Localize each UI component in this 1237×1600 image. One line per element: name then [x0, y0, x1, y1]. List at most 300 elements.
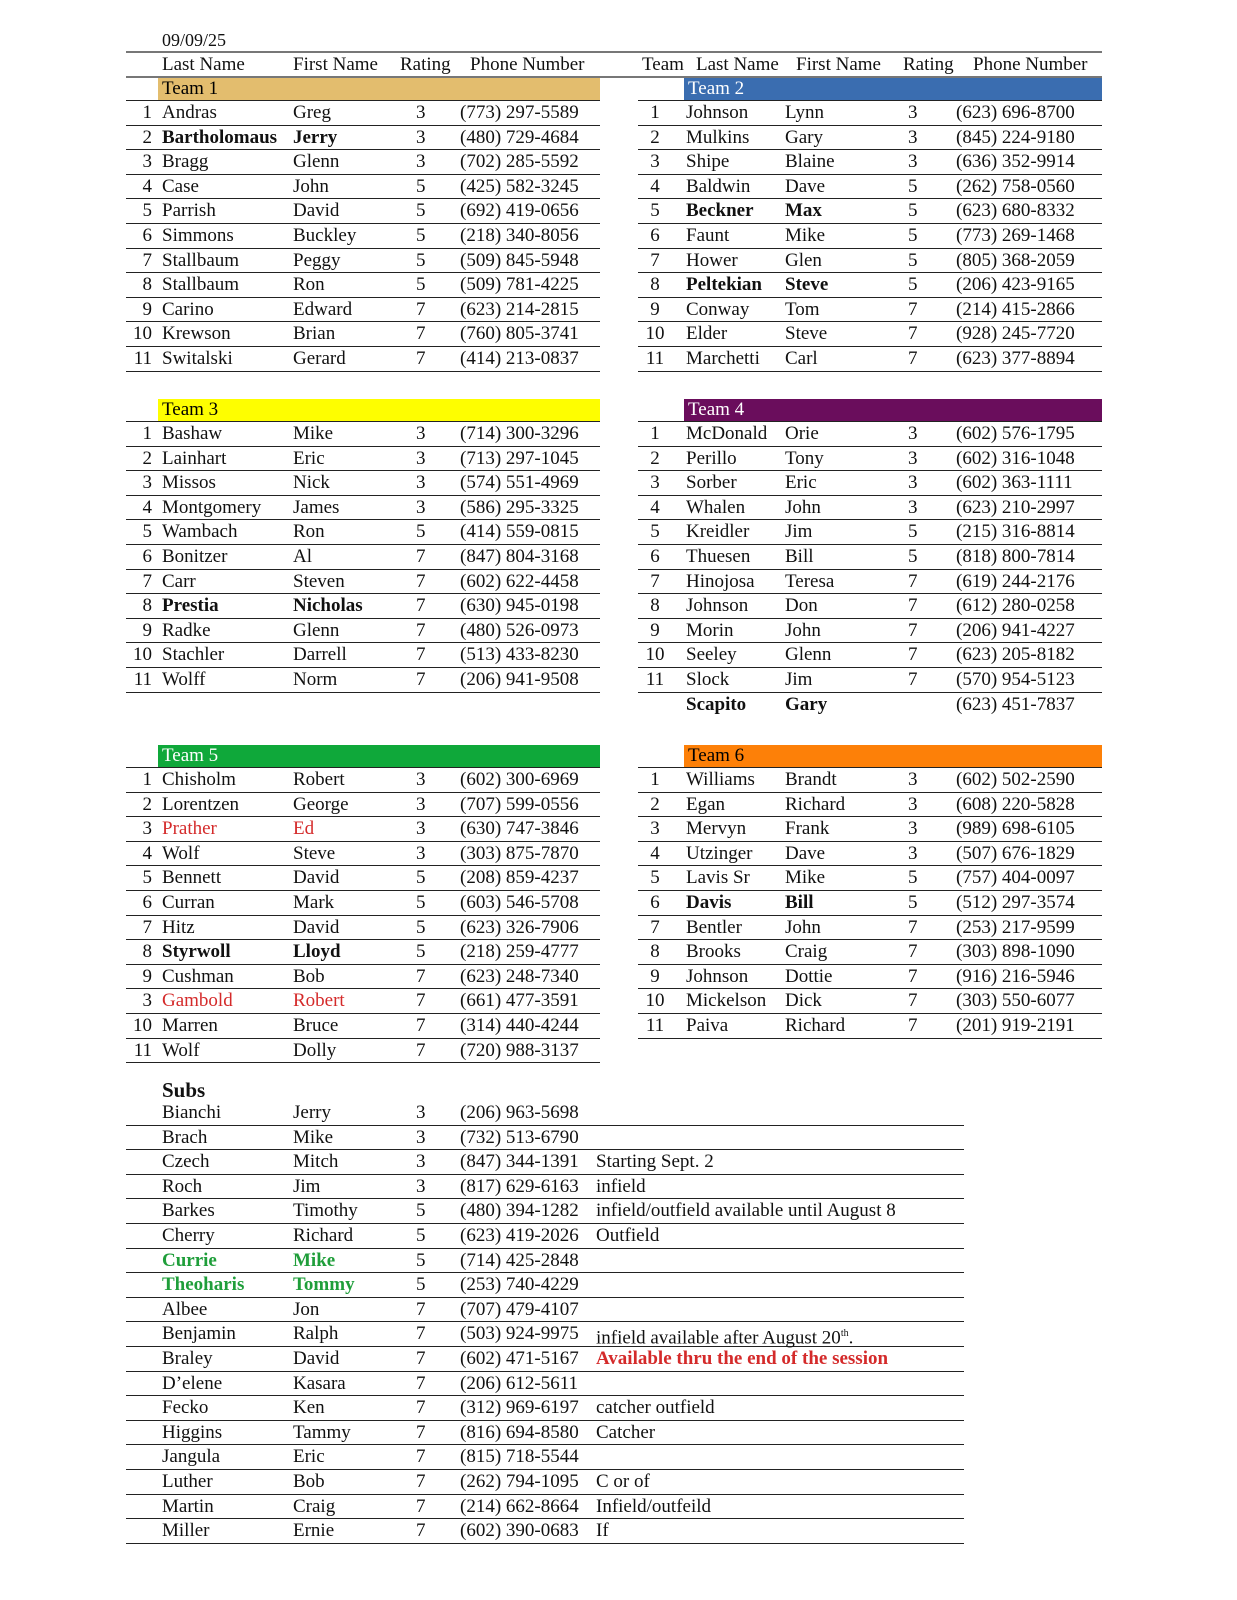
player-first-name: David — [293, 916, 340, 938]
sub-last-name: Martin — [162, 1495, 214, 1517]
player-rating: 3 — [908, 447, 918, 469]
sub-note — [596, 1471, 650, 1493]
player-first-name: Steven — [293, 570, 345, 592]
player-row — [638, 891, 1102, 916]
player-phone: (713) 297-1045 — [460, 447, 579, 469]
player-number: 11 — [133, 668, 152, 690]
sub-note — [596, 1176, 646, 1198]
player-row — [126, 273, 600, 298]
player-row — [638, 298, 1102, 323]
player-number: 8 — [142, 941, 152, 963]
player-row — [126, 447, 600, 472]
player-last-name: Wolff — [162, 668, 206, 690]
player-row — [126, 940, 600, 965]
player-row — [638, 842, 1102, 867]
player-rating: 7 — [908, 990, 918, 1012]
player-rating: 7 — [416, 595, 426, 617]
team-name: Team 5 — [162, 745, 219, 766]
team-header — [126, 78, 600, 101]
subs-table — [126, 1101, 964, 1544]
player-first-name: Lloyd — [293, 941, 341, 963]
player-last-name: Marren — [162, 1014, 218, 1036]
player-phone: (707) 599-0556 — [460, 793, 579, 815]
player-row — [638, 471, 1102, 496]
player-phone: (805) 368-2059 — [956, 249, 1075, 271]
sub-note-text: Catcher — [596, 1421, 656, 1443]
player-number: 6 — [650, 891, 660, 913]
player-phone: (513) 433-8230 — [460, 644, 579, 666]
player-phone: (692) 419-0656 — [460, 200, 579, 222]
player-number: 2 — [650, 447, 660, 469]
player-last-name: Johnson — [686, 102, 749, 123]
player-last-name: Bartholomaus — [162, 126, 278, 148]
sub-first-name: Tammy — [293, 1421, 351, 1443]
player-phone: (208) 859-4237 — [460, 867, 579, 889]
sub-row — [126, 1175, 964, 1200]
player-rating: 7 — [416, 990, 426, 1012]
sub-rating: 5 — [416, 1249, 426, 1271]
player-row — [126, 224, 600, 249]
player-number: 10 — [133, 1014, 152, 1036]
player-first-name: Mike — [785, 224, 826, 246]
sub-row — [126, 1421, 964, 1446]
player-row — [126, 496, 600, 521]
player-rating: 3 — [416, 472, 426, 494]
player-first-name: Brandt — [785, 769, 837, 790]
player-first-name: Robert — [293, 769, 345, 790]
player-last-name: Lainhart — [162, 447, 227, 469]
player-number: 9 — [650, 298, 660, 320]
sub-phone: (206) 963-5698 — [460, 1102, 579, 1123]
player-row — [126, 471, 600, 496]
player-phone: (574) 551-4969 — [460, 472, 579, 494]
player-last-name: Stachler — [162, 644, 225, 666]
player-last-name: Bonitzer — [162, 545, 228, 567]
player-number: 11 — [133, 347, 152, 369]
sub-note-text: infield — [596, 1175, 646, 1197]
player-first-name: Eric — [293, 447, 325, 469]
player-number: 5 — [142, 521, 152, 543]
player-phone: (414) 559-0815 — [460, 521, 579, 543]
player-phone: (570) 954-5123 — [956, 668, 1075, 690]
player-rating: 5 — [908, 175, 918, 197]
player-rating: 7 — [416, 323, 426, 345]
player-row — [638, 224, 1102, 249]
player-rating: 5 — [416, 521, 426, 543]
player-phone: (425) 582-3245 — [460, 175, 579, 197]
player-first-name: Frank — [785, 818, 830, 840]
player-row — [126, 989, 600, 1014]
player-phone: (214) 415-2866 — [956, 298, 1075, 320]
player-phone: (509) 781-4225 — [460, 274, 579, 296]
sub-note-text: infield available after August 20 — [596, 1327, 841, 1349]
player-phone: (480) 526-0973 — [460, 619, 579, 641]
team-color-bar — [684, 78, 1102, 100]
sub-row — [126, 1372, 964, 1397]
header-first-name: First Name — [796, 54, 881, 75]
player-first-name: Jerry — [293, 126, 338, 148]
player-row — [638, 422, 1102, 447]
player-first-name: Gerard — [293, 347, 346, 369]
player-last-name: Elder — [686, 323, 728, 345]
sub-note — [596, 1151, 714, 1173]
player-rating: 7 — [908, 619, 918, 641]
player-number: 2 — [142, 447, 152, 469]
player-rating: 3 — [908, 126, 918, 148]
player-first-name: Orie — [785, 423, 819, 444]
player-number: 4 — [650, 496, 660, 518]
player-last-name: Peltekian — [686, 274, 762, 296]
sub-rating: 7 — [416, 1421, 426, 1443]
player-first-name: Bob — [293, 965, 325, 987]
sub-rating: 7 — [416, 1323, 426, 1345]
player-rating: 3 — [908, 793, 918, 815]
player-rating: 3 — [416, 102, 426, 123]
player-row — [126, 199, 600, 224]
sub-first-name: Eric — [293, 1446, 325, 1468]
player-first-name: Greg — [293, 102, 331, 123]
player-rating: 7 — [908, 347, 918, 369]
player-phone: (507) 676-1829 — [956, 842, 1075, 864]
player-row — [638, 1014, 1102, 1039]
player-last-name: McDonald — [686, 423, 768, 444]
player-phone: (608) 220-5828 — [956, 793, 1075, 815]
player-rating: 7 — [416, 965, 426, 987]
player-row — [126, 298, 600, 323]
sub-first-name: Ernie — [293, 1520, 335, 1542]
player-last-name: Utzinger — [686, 842, 753, 864]
team-header — [126, 745, 600, 768]
player-last-name: Carr — [162, 570, 196, 592]
sub-note-text: Outfield — [596, 1224, 660, 1246]
player-row — [638, 965, 1102, 990]
player-phone: (314) 440-4244 — [460, 1014, 579, 1036]
player-phone: (602) 576-1795 — [956, 423, 1075, 444]
player-number: 6 — [142, 545, 152, 567]
sub-rating: 7 — [416, 1298, 426, 1320]
player-rating: 3 — [416, 151, 426, 173]
player-phone: (602) 622-4458 — [460, 570, 579, 592]
sub-phone: (815) 718-5544 — [460, 1446, 579, 1468]
player-number: 6 — [142, 891, 152, 913]
player-rating: 5 — [908, 545, 918, 567]
player-number: 1 — [142, 423, 152, 444]
player-rating: 3 — [908, 818, 918, 840]
sub-last-name: Cherry — [162, 1224, 215, 1246]
player-last-name: Cushman — [162, 965, 234, 987]
sub-first-name: Jim — [293, 1175, 321, 1197]
player-phone: (623) 210-2997 — [956, 496, 1075, 518]
player-last-name: Kreidler — [686, 521, 750, 543]
team-name: Team 6 — [688, 745, 745, 766]
player-row — [126, 1039, 600, 1064]
player-number: 4 — [142, 175, 152, 197]
player-number: 11 — [645, 347, 665, 369]
player-phone: (916) 216-5946 — [956, 965, 1075, 987]
player-number: 3 — [142, 990, 152, 1012]
player-phone: (989) 698-6105 — [956, 818, 1075, 840]
player-last-name: Missos — [162, 472, 216, 494]
sub-last-name: Benjamin — [162, 1323, 236, 1345]
sub-note — [596, 1496, 711, 1518]
player-row — [126, 842, 600, 867]
player-number: 8 — [650, 274, 660, 296]
player-number: 11 — [645, 668, 665, 690]
player-row — [126, 619, 600, 644]
player-first-name: Don — [785, 595, 818, 617]
player-last-name: Lorentzen — [162, 793, 240, 815]
player-last-name: Mervyn — [686, 818, 747, 840]
player-rating: 5 — [416, 891, 426, 913]
player-rating: 7 — [416, 644, 426, 666]
player-rating: 3 — [416, 126, 426, 148]
player-rating: 7 — [416, 347, 426, 369]
sub-last-name: Bianchi — [162, 1102, 222, 1123]
player-row — [126, 126, 600, 151]
player-rating: 7 — [908, 595, 918, 617]
player-rating: 7 — [908, 965, 918, 987]
player-last-name: Prather — [162, 818, 217, 840]
header-rating: Rating — [903, 54, 954, 75]
player-phone: (206) 941-4227 — [956, 619, 1075, 641]
sub-rating: 3 — [416, 1151, 426, 1173]
player-row — [126, 175, 600, 200]
player-number: 9 — [142, 965, 152, 987]
player-row — [638, 347, 1102, 372]
player-first-name: Steve — [785, 274, 829, 296]
player-first-name: Mark — [293, 891, 335, 913]
player-row — [126, 817, 600, 842]
player-first-name: Bruce — [293, 1014, 339, 1036]
player-rating: 3 — [908, 496, 918, 518]
team-4-block — [638, 399, 1102, 717]
player-last-name: Carino — [162, 298, 214, 320]
player-last-name: Parrish — [162, 200, 216, 222]
player-rating: 3 — [416, 842, 426, 864]
sub-first-name: Richard — [293, 1224, 354, 1246]
sub-rating: 5 — [416, 1200, 426, 1222]
player-phone: (714) 300-3296 — [460, 423, 579, 444]
player-first-name: Jim — [785, 668, 813, 690]
player-number: 3 — [650, 472, 660, 494]
player-number: 8 — [650, 595, 660, 617]
player-row — [126, 545, 600, 570]
player-last-name: Williams — [686, 769, 755, 790]
player-row — [638, 496, 1102, 521]
player-first-name: John — [785, 496, 821, 518]
player-first-name: Ed — [293, 818, 315, 840]
player-phone: (602) 316-1048 — [956, 447, 1075, 469]
player-first-name: Dolly — [293, 1039, 337, 1061]
sub-first-name: Kasara — [293, 1372, 346, 1394]
player-phone: (773) 269-1468 — [956, 224, 1075, 246]
sub-phone: (206) 612-5611 — [460, 1372, 579, 1394]
player-rating: 5 — [416, 224, 426, 246]
player-last-name: Conway — [686, 298, 750, 320]
player-row — [638, 520, 1102, 545]
player-number: 5 — [142, 200, 152, 222]
player-rating: 5 — [908, 891, 918, 913]
player-row — [638, 322, 1102, 347]
sub-phone: (602) 471-5167 — [460, 1347, 579, 1369]
player-phone: (206) 423-9165 — [956, 274, 1075, 296]
sub-last-name: Higgins — [162, 1421, 223, 1443]
player-rating: 5 — [416, 274, 426, 296]
player-last-name: Hitz — [162, 916, 195, 938]
player-row — [638, 150, 1102, 175]
player-first-name: David — [293, 200, 340, 222]
sub-note-text: Available thru the end of the session — [596, 1347, 889, 1369]
player-phone: (630) 747-3846 — [460, 818, 579, 840]
player-phone: (303) 875-7870 — [460, 842, 579, 864]
player-first-name: Dave — [785, 842, 826, 864]
player-first-name: Mike — [293, 423, 334, 444]
player-first-name: Richard — [785, 793, 846, 815]
player-last-name: Montgomery — [162, 496, 262, 518]
player-rating: 7 — [416, 545, 426, 567]
player-number: 6 — [142, 224, 152, 246]
player-number: 7 — [142, 570, 152, 592]
player-first-name: Glen — [785, 249, 822, 271]
sub-note-text: catcher outfield — [596, 1397, 715, 1419]
player-number: 4 — [650, 842, 660, 864]
team-header — [638, 399, 1102, 422]
sub-rating: 3 — [416, 1126, 426, 1148]
player-number: 4 — [142, 842, 152, 864]
player-number: 9 — [142, 619, 152, 641]
sub-note-text: Starting Sept. 2 — [596, 1151, 714, 1173]
player-last-name: Johnson — [686, 595, 749, 617]
player-first-name: Mike — [785, 867, 826, 889]
player-last-name: Mickelson — [686, 990, 767, 1012]
header-phone: Phone Number — [973, 54, 1088, 75]
player-rating: 7 — [908, 916, 918, 938]
header-rating: Rating — [400, 54, 451, 75]
sub-rating: 7 — [416, 1495, 426, 1517]
player-last-name: Curran — [162, 891, 215, 913]
player-row — [638, 447, 1102, 472]
header-team: Team — [642, 54, 684, 75]
sub-note — [596, 1520, 609, 1542]
header-last-name: Last Name — [162, 54, 245, 75]
player-row — [638, 643, 1102, 668]
sub-row — [126, 1224, 964, 1249]
sub-first-name: Ken — [293, 1397, 325, 1419]
player-phone: (509) 845-5948 — [460, 249, 579, 271]
player-rating: 5 — [908, 200, 918, 222]
player-last-name: Marchetti — [686, 347, 760, 369]
player-row — [638, 668, 1102, 693]
player-phone: (845) 224-9180 — [956, 126, 1075, 148]
player-number: 4 — [142, 496, 152, 518]
player-first-name: David — [293, 867, 340, 889]
player-row — [126, 668, 600, 693]
sub-phone: (817) 629-6163 — [460, 1175, 579, 1197]
player-row — [126, 866, 600, 891]
player-number: 3 — [650, 151, 660, 173]
sub-note — [596, 1200, 896, 1222]
player-phone: (773) 297-5589 — [460, 102, 579, 123]
player-rating: 3 — [416, 447, 426, 469]
player-number: 7 — [650, 570, 660, 592]
player-row — [638, 594, 1102, 619]
player-rating: 5 — [416, 916, 426, 938]
sub-rating: 5 — [416, 1224, 426, 1246]
player-first-name: Glenn — [293, 619, 340, 641]
player-number: 3 — [142, 151, 152, 173]
player-number: 4 — [650, 175, 660, 197]
header-last-name: Last Name — [696, 54, 779, 75]
player-last-name: Chisholm — [162, 769, 236, 790]
player-rating: 5 — [908, 274, 918, 296]
player-phone: (928) 245-7720 — [956, 323, 1075, 345]
team-header — [638, 78, 1102, 101]
player-number: 3 — [142, 818, 152, 840]
player-last-name: Mulkins — [686, 126, 750, 148]
player-row — [638, 249, 1102, 274]
player-last-name: Egan — [686, 793, 726, 815]
player-rating: 3 — [908, 769, 918, 790]
sub-row — [126, 1298, 964, 1323]
player-number: 10 — [645, 990, 665, 1012]
player-first-name: Bill — [785, 545, 814, 567]
player-first-name: Dottie — [785, 965, 833, 987]
sub-row — [126, 1322, 964, 1347]
header-top-rule — [126, 51, 1102, 53]
sub-last-name: Czech — [162, 1151, 210, 1173]
player-first-name: Norm — [293, 668, 338, 690]
player-last-name: Hinojosa — [686, 570, 755, 592]
player-phone: (480) 729-4684 — [460, 126, 579, 148]
sub-last-name: Brach — [162, 1126, 208, 1148]
player-last-name: Shipe — [686, 151, 730, 173]
player-phone: (215) 316-8814 — [956, 521, 1075, 543]
player-phone: (602) 502-2590 — [956, 769, 1075, 790]
player-last-name: Scapito — [686, 693, 747, 715]
player-number: 9 — [650, 619, 660, 641]
player-phone: (206) 941-9508 — [460, 668, 579, 690]
sub-note-text: C or of — [596, 1470, 650, 1492]
sub-note — [596, 1323, 853, 1349]
player-rating: 5 — [908, 521, 918, 543]
sub-note — [596, 1397, 715, 1419]
player-last-name: Beckner — [686, 200, 754, 222]
player-number: 1 — [142, 102, 152, 123]
player-last-name: Wambach — [162, 521, 238, 543]
player-rating: 3 — [908, 472, 918, 494]
player-row — [638, 619, 1102, 644]
sub-rating: 7 — [416, 1372, 426, 1394]
player-phone: (619) 244-2176 — [956, 570, 1075, 592]
player-phone: (602) 363-1111 — [956, 472, 1073, 494]
player-phone: (414) 213-0837 — [460, 347, 579, 369]
player-rating: 3 — [416, 818, 426, 840]
player-number: 3 — [650, 818, 660, 840]
player-rating: 7 — [908, 941, 918, 963]
player-last-name: Bragg — [162, 151, 209, 173]
player-number: 7 — [650, 916, 660, 938]
player-first-name: John — [785, 619, 821, 641]
player-last-name: Slock — [686, 668, 730, 690]
player-row — [126, 322, 600, 347]
player-last-name: Brooks — [686, 941, 741, 963]
player-phone: (623) 451-7837 — [956, 693, 1075, 715]
sub-last-name: Roch — [162, 1175, 203, 1197]
player-row — [126, 768, 600, 793]
player-phone: (603) 546-5708 — [460, 891, 579, 913]
player-first-name: Glenn — [785, 644, 832, 666]
player-rating: 3 — [908, 842, 918, 864]
